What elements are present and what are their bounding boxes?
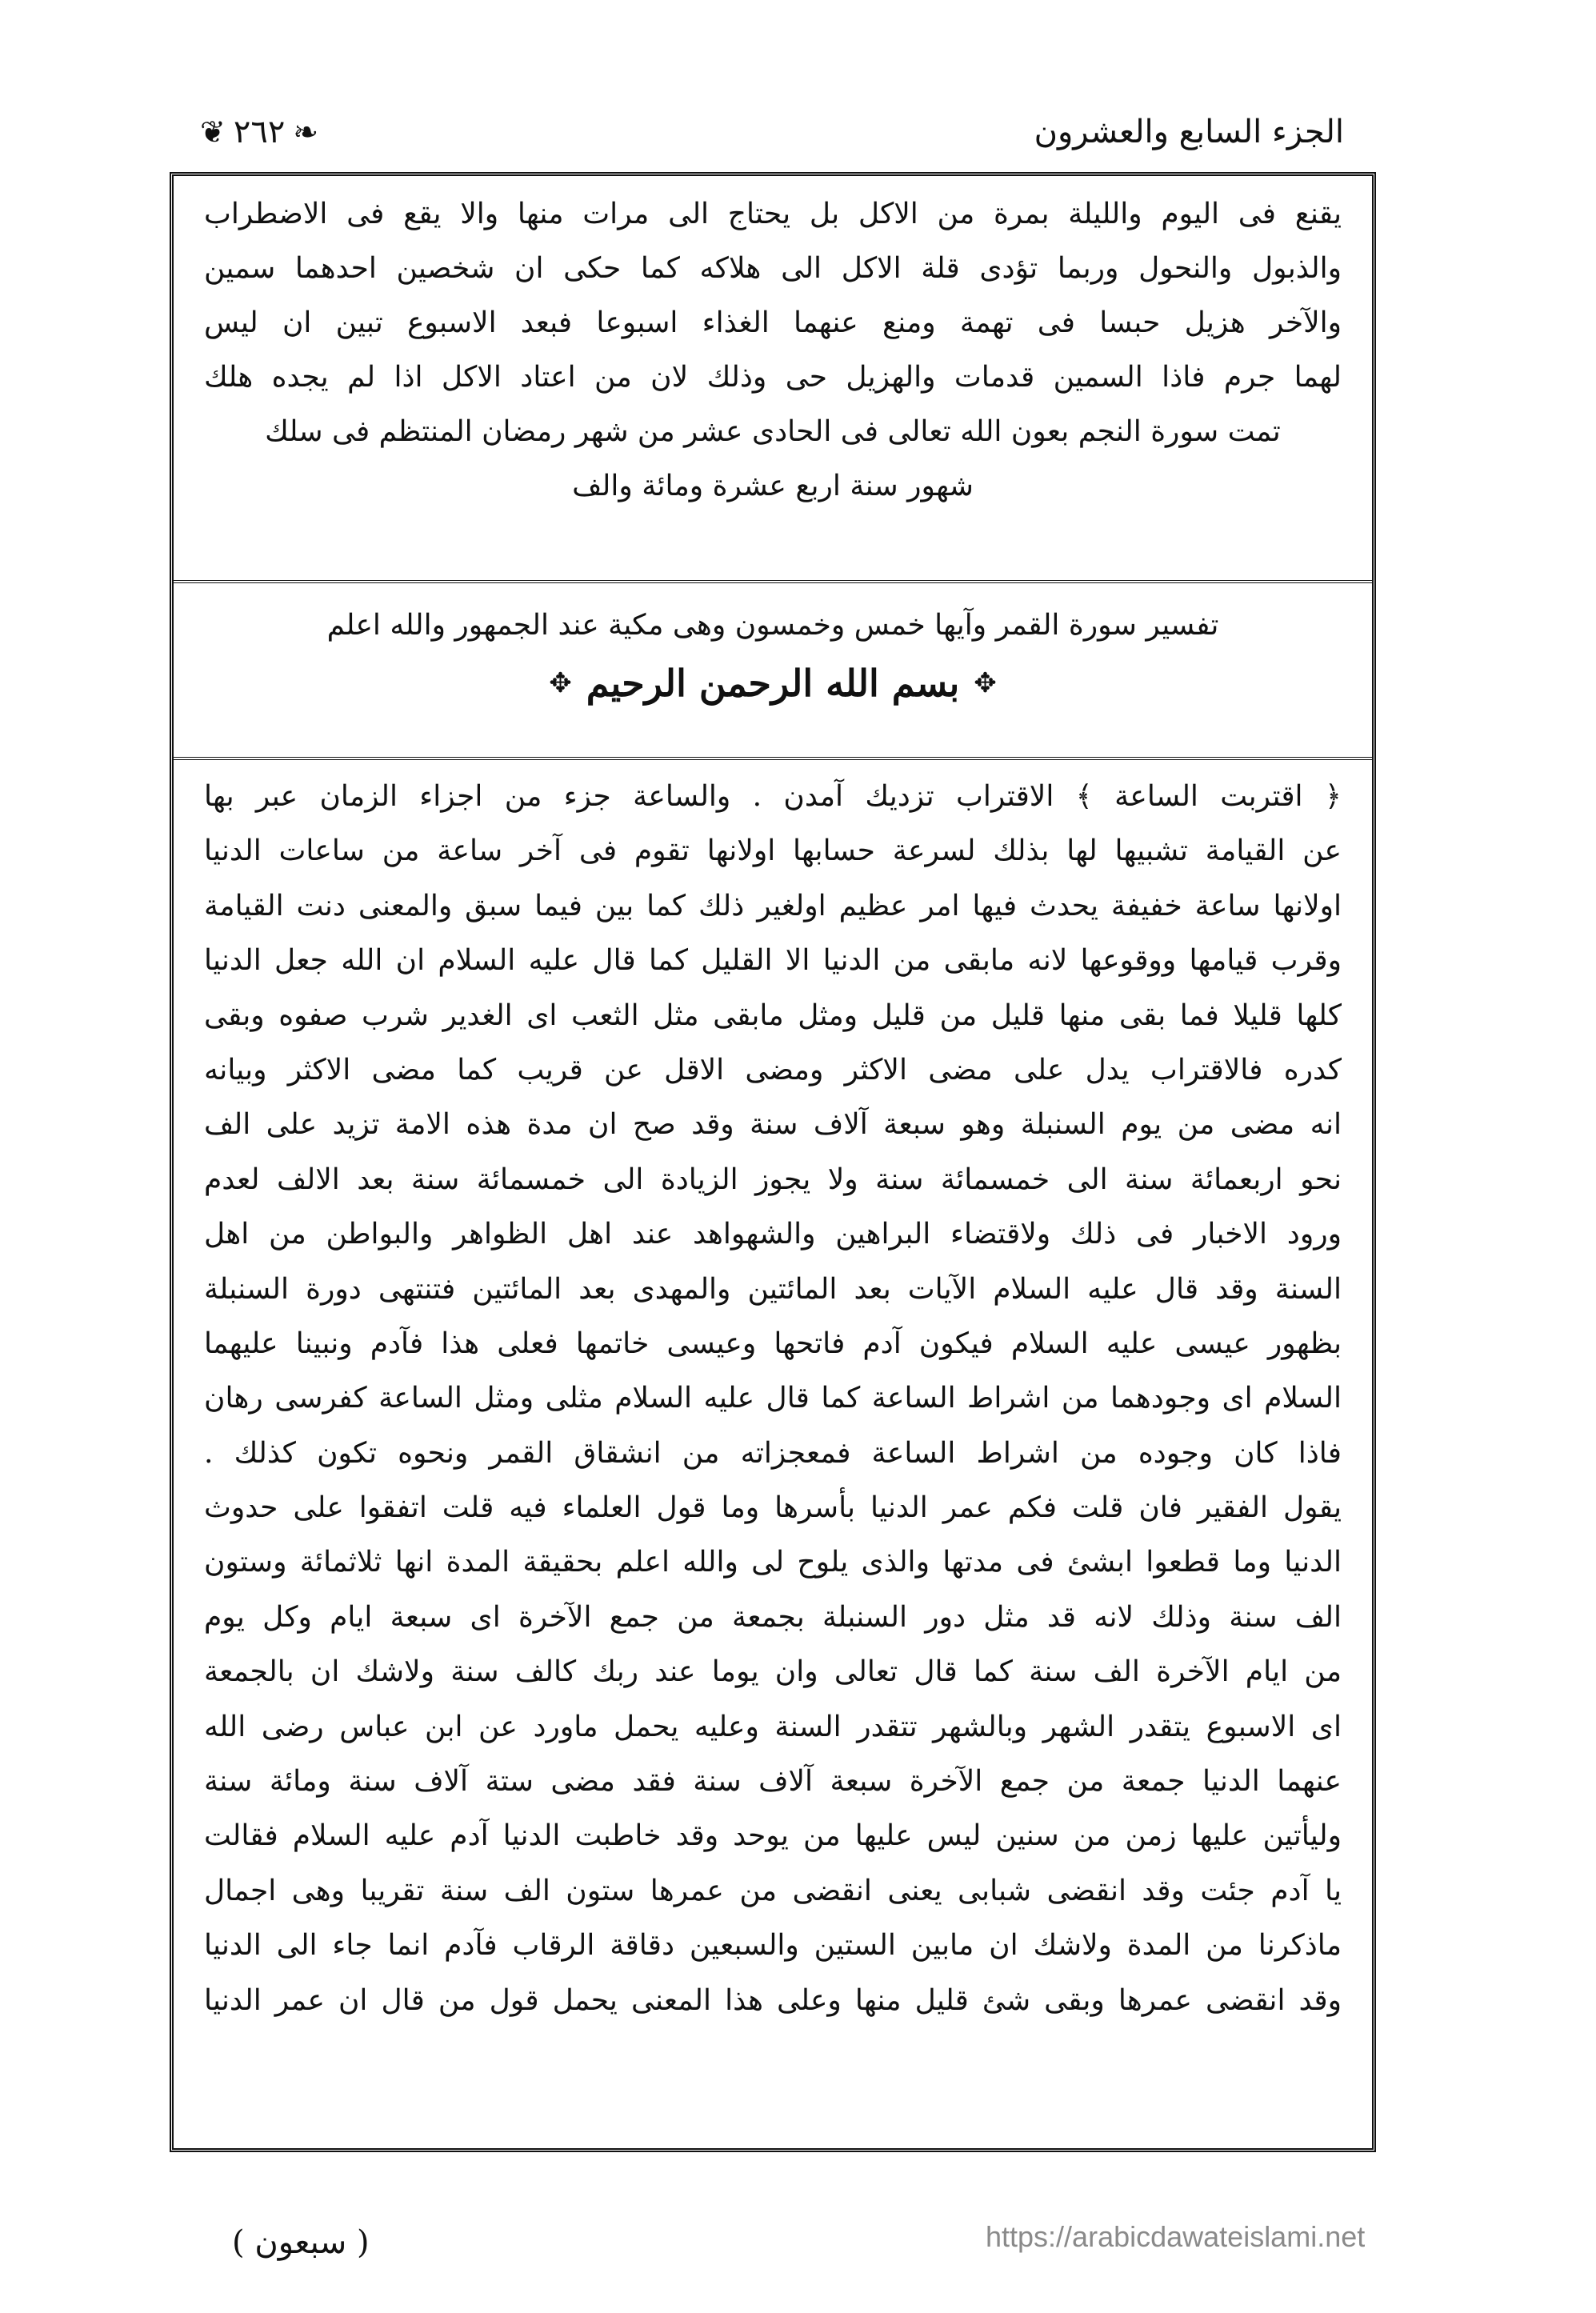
text-line: نحو اربعمائة سنة الى خمسمائة سنة ولا يجوز الزيادة الى خمسمائة سنة بعد الالف لعدم xyxy=(204,1163,1342,1196)
basmala: بسم الله الرحمن الرحيم xyxy=(586,662,960,705)
text-line: من ايام الآخرة الف سنة كما قال تعالى وان يوما عند ربك كالف سنة ولاشك ان بالجمعة xyxy=(204,1655,1342,1689)
text-line: يا آدم جئت وقد انقضى شبابى يعنى انقضى من عمرها ستون الف سنة تقريبا وهى اجمال xyxy=(204,1874,1342,1907)
text-line: يقول الفقير فان قلت فكم عمر الدنيا بأسرها وما قول العلماء فيه قلت اتفقوا على حدوث xyxy=(204,1491,1342,1525)
page-number-group xyxy=(200,114,318,150)
part-title: الجزء السابع والعشرون xyxy=(1034,114,1344,150)
ornament-icon: ✥ xyxy=(974,667,997,699)
text-line: انه مضى من يوم السنبلة وهو سبعة آلاف سنة وقد صح ان مدة هذه الامة تزيد على الف xyxy=(204,1108,1342,1142)
colophon-line: شهور سنة اربع عشرة ومائة والف xyxy=(572,470,974,502)
text-line: ﴿ اقتربت الساعة ﴾ الاقتراب تزديك آمدن . والساعة جزء من اجزاء الزمان عبر بها xyxy=(204,780,1342,813)
surah-heading-box xyxy=(174,580,1372,760)
colophon-line: تمت سورة النجم بعون الله تعالى فى الحادى عشر من شهر رمضان المنتظم فى سلك xyxy=(265,415,1281,448)
text-line: كدره فالاقتراب يدل على مضى الاكثر ومضى الاقل عن قريب كما مضى الاكثر وبيانه xyxy=(204,1053,1342,1086)
text-line: السنة وقد قال عليه السلام الآيات بعد المائتين والمهدى بعد المائتين فتنتهى دورة السنبلة xyxy=(204,1272,1342,1306)
text-line: عن القيامة تشبيها لها بذلك لسرعة حسابها اولانها تقوم فى آخر ساعة من ساعات الدنيا xyxy=(204,834,1342,868)
page-frame xyxy=(170,172,1376,2152)
text-line: والآخر هزيل حبسا فى تهمة ومنع عنهما الغذاء اسبوعا فبعد الاسبوع تبين ان ليس xyxy=(204,306,1342,339)
text-line: بظهور عيسى عليه السلام فيكون آدم فاتحها وعيسى خاتمها فعلى هذا فآدم ونبينا عليهما xyxy=(204,1327,1342,1360)
header-ornament-left-icon: ❦ xyxy=(200,114,226,150)
text-line: عنهما الدنيا جمعة من جمع الآخرة سبعة آلاف سنة فقد مضى ستة آلاف سنة ومائة سنة xyxy=(204,1765,1342,1799)
text-line: وقد انقضى عمرها وبقى شئ قليل منها وعلى هذا المعنى يحمل قول من قال ان عمر الدنيا xyxy=(204,1983,1342,2017)
tafsir-body xyxy=(174,760,1372,2148)
surah-title: تفسير سورة القمر وآيها خمس وخمسون وهى مكية عند الجمهور والله اعلم xyxy=(326,609,1219,642)
page-header xyxy=(200,104,1344,160)
catchword: ( سبعون ) xyxy=(232,2224,370,2261)
text-line: يقنع فى اليوم والليلة بمرة من الاكل بل يحتاج الى مرات منها والا يقع فى الاضطراب xyxy=(204,198,1342,230)
text-line: السلام اى وجودهما من اشراط الساعة كما قال عليه السلام مثلى ومثل الساعة كفرسى رهان xyxy=(204,1382,1342,1415)
text-line: اولانها ساعة خفيفة يحدث فيها امر عظيم اولغير ذلك كما بين فيما سبق والمعنى دنت القيامة xyxy=(204,889,1342,922)
text-line: اى الاسبوع يتقدر الشهر وبالشهر تتقدر السنة وعليه يحمل ماورد عن ابن عباس رضى الله xyxy=(204,1710,1342,1743)
text-line: ماذكرنا من المدة ولاشك ان مابين الستين والسبعين دقاقة الرقاب فآدم انما جاء الى الدنيا xyxy=(204,1929,1342,1963)
previous-surah-ending xyxy=(174,176,1372,580)
ornament-icon: ✥ xyxy=(549,667,572,699)
text-line: فاذا كان وجوده من اشراط الساعة فمعجزاته من انشقاق القمر ونحوه تكون كذلك . xyxy=(204,1436,1342,1470)
page-number: ٢٦٢ xyxy=(233,114,286,150)
header-ornament-right-icon: ❧ xyxy=(293,114,319,150)
text-line: الدنيا وما قطعوا ابشئ فى مدتها والذى يلوح لى والله اعلم بحقيقة المدة انها ثلاثمائة وستون xyxy=(204,1546,1342,1579)
text-line: ورود الاخبار فى ذلك ولاقتضاء البراهين والشهواهد عند اهل الظواهر والبواطن من اهل xyxy=(204,1218,1342,1251)
watermark-url: https://arabicdawateislami.net xyxy=(986,2220,1366,2253)
text-line: الف سنة وذلك لانه قد مثل دور السنبلة بجمعة من جمع الآخرة اى سبعة ايام وكل يوم xyxy=(204,1600,1342,1634)
text-line: والذبول والنحول وربما تؤدى قلة الاكل الى هلاكه كما حكى ان شخصين احدهما سمين xyxy=(204,252,1342,285)
text-line: كلها قليلا فما بقى منها قليل من قليل ومثل مابقى مثل الثعب اى الغدير شرب صفوه وبقى xyxy=(204,998,1342,1032)
text-line: وليأتين عليها زمن من سنين ليس عليها من يوحد وقد خاطبت الدنيا آدم عليه السلام فقالت xyxy=(204,1819,1342,1853)
text-line: وقرب قيامها ووقوعها لانه مابقى من الدنيا الا القليل كما قال عليه السلام ان الله جعل الدنيا xyxy=(204,944,1342,978)
text-line: لهما جرم فاذا السمين قدمات والهزيل حى وذلك لان من اعتاد الاكل اذا لم يجده هلك xyxy=(204,361,1342,394)
basmala-row xyxy=(204,662,1342,705)
